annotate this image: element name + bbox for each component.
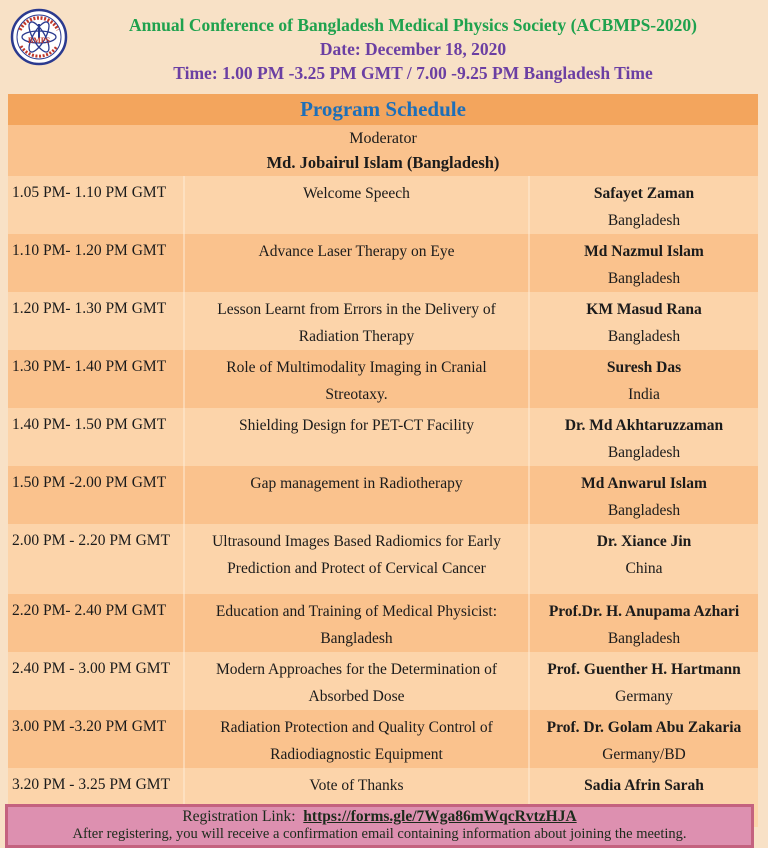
speaker-name: Sadia Afrin Sarah	[584, 777, 704, 794]
speaker-name: Dr. Md Akhtaruzzaman	[564, 417, 724, 434]
session-title-line2: Streotaxy.	[325, 386, 388, 403]
session-title-line2: Absorbed Dose	[308, 688, 405, 705]
schedule-row	[8, 594, 758, 652]
session-time-label: 1.05 PM- 1.10 PM GMT	[12, 184, 167, 201]
session-title-line2: Prediction and Protect of Cervical Cancer	[227, 560, 486, 577]
registration-note: After registering, you will receive a confirmation email containing information about joining the meeting.	[72, 826, 687, 842]
registration-label: Registration Link:	[182, 808, 296, 825]
speaker-name: Md Nazmul Islam	[584, 243, 704, 260]
schedule-row	[8, 234, 758, 292]
session-title-line1: Ultrasound Images Based Radiomics for Early	[212, 533, 501, 550]
session-title-line2	[185, 497, 528, 524]
session-title	[183, 292, 530, 350]
session-title	[183, 652, 530, 710]
session-title-line1: Shielding Design for PET-CT Facility	[238, 417, 475, 434]
session-title-line2: Bangladesh	[320, 630, 393, 647]
speaker-country: Bangladesh	[607, 270, 681, 287]
schedule-row	[8, 524, 758, 594]
session-speaker	[530, 292, 758, 350]
speaker-country: Germany/BD	[602, 746, 686, 763]
session-time-label: 1.30 PM- 1.40 PM GMT	[12, 358, 167, 375]
session-time-label: 3.00 PM -3.20 PM GMT	[12, 718, 167, 735]
session-title-line2	[185, 207, 528, 234]
session-speaker	[530, 652, 758, 710]
session-time-label: 2.40 PM - 3.00 PM GMT	[12, 660, 171, 677]
session-time-label: 1.40 PM- 1.50 PM GMT	[12, 416, 167, 433]
session-title-line1: Advance Laser Therapy on Eye	[258, 243, 455, 260]
session-title-line2	[185, 265, 528, 292]
speaker-name: Prof. Dr. Golam Abu Zakaria	[546, 719, 742, 736]
schedule-row	[8, 710, 758, 768]
schedule-table	[8, 94, 758, 827]
moderator-label: Moderator	[349, 130, 417, 147]
bmps-logo	[10, 8, 68, 66]
conference-date: Date: December 18, 2020	[319, 39, 507, 59]
session-speaker	[530, 594, 758, 652]
session-speaker	[530, 176, 758, 234]
speaker-country: Germany	[615, 688, 673, 705]
session-title-line1: Vote of Thanks	[309, 777, 404, 794]
session-title-line1: Lesson Learnt from Errors in the Delivery of	[217, 301, 496, 318]
registration-link[interactable]: https://forms.gle/7Wga86mWqcRvtzHJA	[303, 808, 577, 825]
speaker-country: China	[625, 560, 663, 577]
session-title-line1: Education and Training of Medical Physicist:	[215, 603, 498, 620]
schedule-row	[8, 652, 758, 710]
session-title-line2	[185, 439, 528, 466]
session-title-line2: Radiodiagnostic Equipment	[270, 746, 443, 763]
schedule-row	[8, 350, 758, 408]
session-time-label: 1.10 PM- 1.20 PM GMT	[12, 242, 167, 259]
speaker-country: Bangladesh	[607, 630, 681, 647]
schedule-section-title: Program Schedule	[8, 94, 758, 125]
speaker-name: KM Masud Rana	[586, 301, 702, 318]
session-title	[183, 466, 530, 524]
session-title-line1: Radiation Protection and Quality Control of	[220, 719, 493, 736]
session-time-label: 2.00 PM - 2.20 PM GMT	[12, 532, 171, 549]
speaker-name: Prof.Dr. H. Anupama Azhari	[548, 603, 740, 620]
session-title	[183, 408, 530, 466]
session-time-label: 3.20 PM - 3.25 PM GMT	[12, 776, 171, 793]
speaker-name: Safayet Zaman	[593, 185, 695, 202]
registration-line	[12, 808, 747, 826]
session-title	[183, 710, 530, 768]
speaker-country: Bangladesh	[607, 328, 681, 345]
session-title	[183, 524, 530, 594]
session-title-line1: Modern Approaches for the Determination of	[215, 661, 498, 678]
session-speaker	[530, 234, 758, 292]
conference-time: Time: 1.00 PM -3.25 PM GMT / 7.00 -9.25 PM Bangladesh Time	[173, 63, 653, 83]
speaker-country: Bangladesh	[607, 444, 681, 461]
schedule-row	[8, 408, 758, 466]
speaker-country: Bangladesh	[607, 502, 681, 519]
moderator-name: Md. Jobairul Islam (Bangladesh)	[266, 153, 500, 172]
session-title	[183, 594, 530, 652]
session-speaker	[530, 466, 758, 524]
session-title-line2: Radiation Therapy	[298, 328, 415, 345]
poster-header	[0, 0, 768, 94]
session-speaker	[530, 710, 758, 768]
moderator-band	[8, 125, 758, 176]
schedule-rows	[8, 176, 758, 827]
speaker-name: Suresh Das	[606, 359, 682, 376]
session-title-line1: Role of Multimodality Imaging in Cranial	[226, 359, 487, 376]
session-time-label: 2.20 PM- 2.40 PM GMT	[12, 602, 167, 619]
registration-banner	[5, 804, 754, 848]
speaker-name: Dr. Xiance Jin	[596, 533, 692, 550]
session-speaker	[530, 408, 758, 466]
session-title-line1: Gap management in Radiotherapy	[250, 475, 463, 492]
session-time-label: 1.50 PM -2.00 PM GMT	[12, 474, 167, 491]
session-speaker	[530, 350, 758, 408]
session-title	[183, 350, 530, 408]
schedule-row	[8, 466, 758, 524]
header-titles	[68, 6, 758, 85]
bmps-logo-icon	[10, 8, 68, 66]
speaker-name: Prof. Guenther H. Hartmann	[547, 661, 741, 678]
speaker-country: Bangladesh	[607, 212, 681, 229]
speaker-country: India	[628, 386, 660, 403]
schedule-row	[8, 292, 758, 350]
session-title	[183, 176, 530, 234]
session-time-label: 1.20 PM- 1.30 PM GMT	[12, 300, 167, 317]
schedule-row	[8, 176, 758, 234]
session-title	[183, 234, 530, 292]
session-speaker	[530, 524, 758, 594]
svg-text:BMPS: BMPS	[27, 36, 51, 45]
conference-title: Annual Conference of Bangladesh Medical Physics Society (ACBMPS-2020)	[129, 15, 697, 35]
session-title-line1: Welcome Speech	[303, 185, 410, 202]
speaker-name: Md Anwarul Islam	[581, 475, 707, 492]
